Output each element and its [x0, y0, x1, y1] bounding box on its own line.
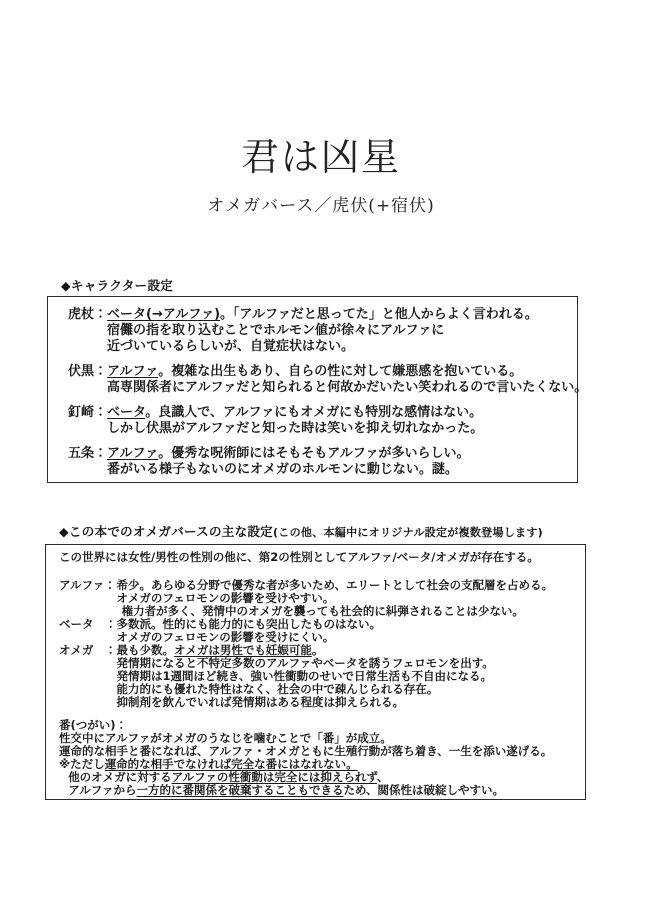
omega-line: 発情期になると不特定多数のアルファやベータを誘うフェロモンを出す。	[116, 656, 494, 670]
character-line: 近づいているらしいが、自覚症状はない。	[107, 339, 355, 354]
tsugai-label-line: 番(つがい)：	[59, 718, 128, 732]
character-type: ベータ	[107, 405, 146, 420]
tsugai-text: アルファから	[68, 783, 137, 797]
omega-desc-end: 。	[311, 643, 324, 657]
character-line	[68, 307, 565, 323]
tsugai-text-end: 、	[376, 770, 389, 784]
tsugai-line: 運命的な相手と番になれば、アルファ・オメガともに生殖行動が落ち着き、一生を添い遂げる。	[59, 744, 553, 758]
character-type: アルファ	[107, 446, 159, 461]
alpha-line: オメガのフェロモンの影響を受けやすい。	[116, 591, 335, 605]
character-line: 番がいる様子もないのにオメガのホルモンに動じない。謎。	[107, 462, 458, 477]
omega-line: 発情期は1週間ほど続き、強い性衝動のせいで日常生活も不自由になる。	[116, 669, 493, 683]
omegaverse-section-heading	[59, 524, 543, 540]
character-type: アルファ	[107, 364, 159, 379]
omega-label: オメガ ：	[59, 643, 117, 657]
omegaverse-heading-note: (この他、本編中にオリジナル設定が複数登場します)	[272, 526, 543, 539]
tsugai-line: 性交中にアルファがオメガのうなじを噛むことで「番」が成立。	[59, 731, 392, 745]
characters-section-heading: ◆キャラクター設定	[61, 278, 174, 293]
omega-desc-underlined: オメガは男性でも妊娠可能	[174, 643, 312, 657]
character-name: 五条：	[68, 446, 108, 461]
character-line	[68, 364, 565, 380]
character-name: 虎杖：	[68, 307, 108, 322]
omega-line: 抑制剤を飲んでいれば発情期はある程度は抑えられる。	[116, 695, 404, 709]
character-line: しかし伏黒がアルファだと知った時は笑いを抑え切れなかった。	[107, 421, 484, 436]
omega-desc: 最も少数。	[116, 643, 174, 657]
characters-settings-box	[47, 296, 588, 483]
omegaverse-settings-box	[45, 544, 586, 800]
alpha-entry	[59, 579, 577, 618]
tsugai-text-underlined: 一方的に番関係を破棄することもできる	[136, 783, 344, 797]
character-desc: 。「アルファだと思ってた」と他人からよく言われる。	[220, 307, 538, 322]
character-name: 釘崎：	[68, 405, 108, 420]
beta-desc: 多数派。性的にも能力的にも突出したものはない。	[116, 617, 381, 631]
character-type: ベータ(→アルファ)	[107, 307, 221, 322]
page-subtitle: オメガバース／虎伏(+宿伏)	[207, 196, 435, 216]
character-line	[68, 405, 565, 421]
character-line: 宿儺の指を取り込むことでホルモン値が徐々にアルファに	[107, 323, 445, 338]
alpha-line: 権力者が多く、発情中のオメガを襲っても社会的に糾弾されることは少ない。	[121, 604, 524, 618]
beta-label: ベータ ：	[59, 617, 117, 631]
beta-line: オメガのフェロモンの影響を受けにくい。	[116, 630, 335, 644]
character-desc: 。良識人で、アルファにもオメガにも特別な感情はない。	[145, 405, 483, 420]
character-entry-fushiguro	[68, 364, 588, 396]
alpha-desc: 希少。あらゆる分野で優秀な者が多いため、エリートとして社会の支配層を占める。	[116, 578, 554, 592]
character-name: 伏黒：	[68, 364, 108, 379]
omega-entry	[59, 644, 577, 709]
tsugai-note-underlined: 運命的な相手でなければ完全な番にはなれない。	[104, 757, 358, 771]
omegaverse-intro: この世界には女性/男性の性別の他に、第2の性別としてアルファ/ベータ/オメガが存在する。	[59, 550, 539, 564]
page-title: 君は凶星	[240, 135, 401, 179]
tsugai-text-underlined: アルファの性衝動は完全には抑えられず	[171, 770, 377, 784]
omega-line: 能力的にも優れた特性はなく、社会の中で疎んじられる存在。	[116, 682, 439, 696]
character-desc: 。優秀な呪術師にはそもそもアルファが多いらしい。	[158, 446, 470, 461]
tsugai-entry	[59, 719, 577, 797]
character-entry-gojo	[68, 446, 565, 478]
tsugai-note-prefix: ※ただし	[59, 757, 105, 771]
beta-entry	[59, 618, 577, 644]
character-desc: 。複雑な出生もあり、自らの性に対して嫌悪感を抱いている。	[158, 364, 523, 379]
omegaverse-heading-main: ◆この本でのオメガバースの主な設定	[59, 524, 273, 539]
character-line: 高専関係者にアルファだと知られると何故かだいたい笑われるので言いたくない。	[107, 380, 588, 395]
character-entry-itadori	[68, 307, 565, 355]
tsugai-text: 他のオメガに対する	[68, 770, 172, 784]
tsugai-line	[59, 784, 577, 797]
character-entry-kugisaki	[68, 405, 565, 437]
alpha-label: アルファ：	[59, 578, 116, 592]
character-line	[68, 446, 565, 462]
tsugai-text-end: ため、関係性は破綻しやすい。	[343, 783, 505, 797]
